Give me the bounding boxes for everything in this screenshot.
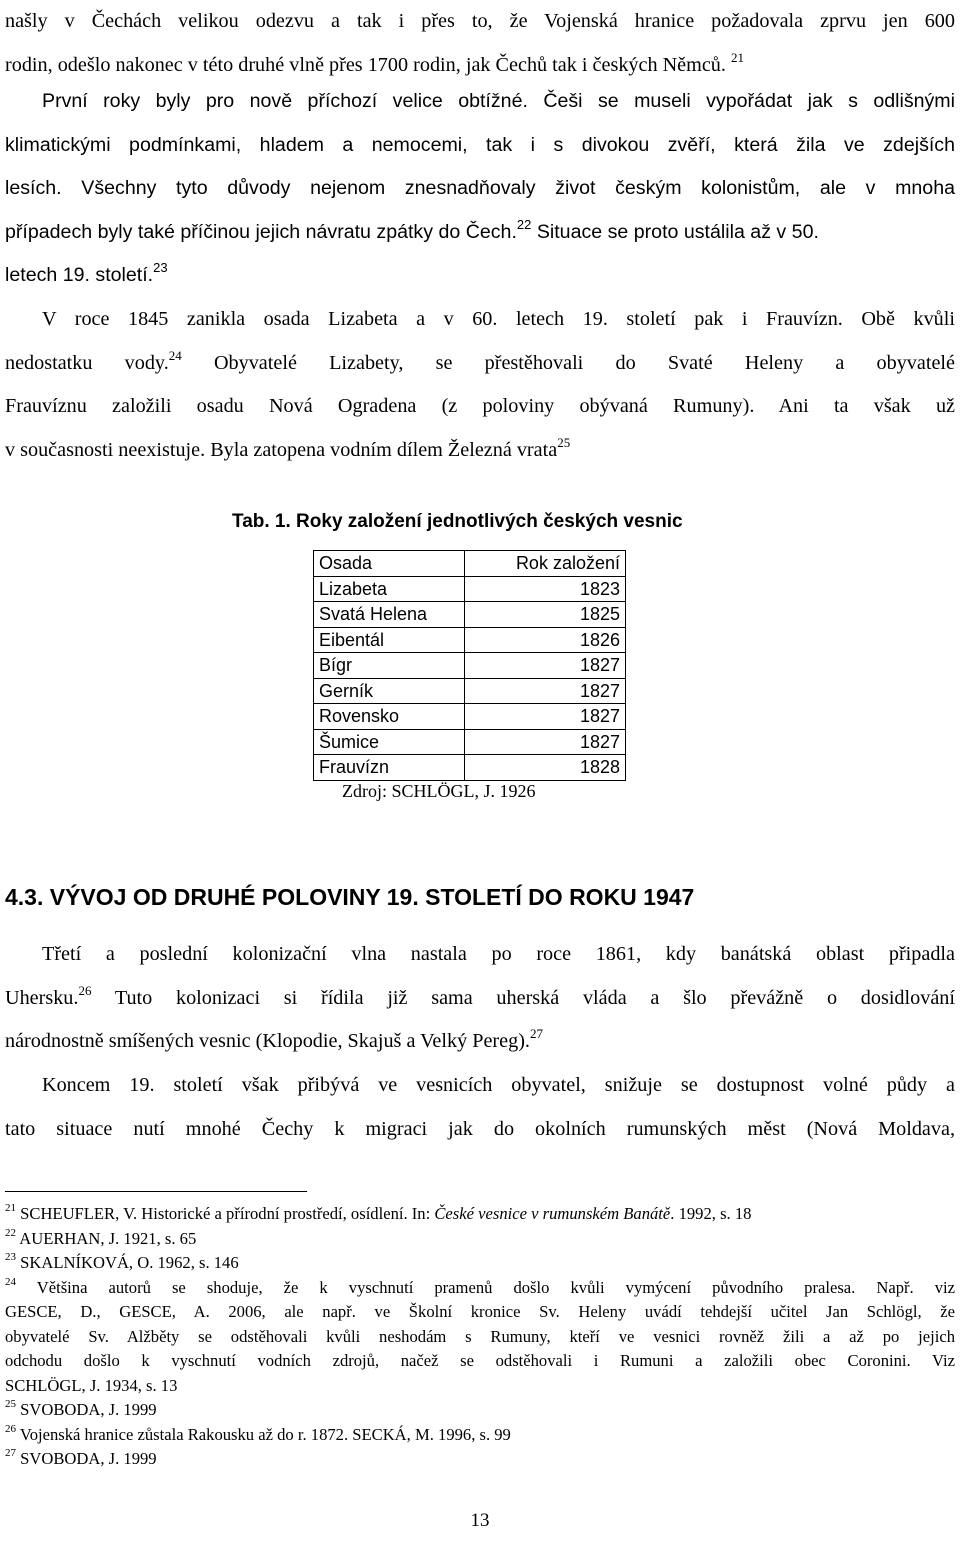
text-line: Frauvíznu založili osadu Nová Ogradena (z poloviny obývaná Rumuny). Ani ta však už <box>5 395 955 417</box>
cell-settlement: Svatá Helena <box>314 602 465 628</box>
footnote-24 <box>5 1276 955 1399</box>
paragraph-first-years <box>5 80 955 298</box>
footnote-text: . 1992, s. 18 <box>670 1204 752 1223</box>
footnote-number: 25 <box>5 1398 16 1410</box>
table-header-row <box>314 551 626 577</box>
text-line <box>5 211 955 255</box>
footnote-25 <box>5 1398 955 1423</box>
text-segment: rodin, odešlo nakonec v této druhé vlně přes 1700 rodin, jak Čechů tak i českých Němců. <box>5 53 726 76</box>
text-line: V roce 1845 zanikla osada Lizabeta a v 60. letech 19. století pak i Frauvízn. Obě kvůli <box>42 308 955 330</box>
settlement-years-table <box>313 550 626 781</box>
intro-paragraph <box>5 0 955 87</box>
cell-settlement: Bígr <box>314 653 465 679</box>
cell-settlement: Eibentál <box>314 627 465 653</box>
text-line: tato situace nutí mnohé Čechy k migraci jak do okolních rumunských měst (Nová Moldava, <box>5 1117 955 1140</box>
footnote-text: SKALNÍKOVÁ, O. 1962, s. 146 <box>20 1253 239 1272</box>
cell-settlement: Frauvízn <box>314 755 465 781</box>
table-caption: Tab. 1. Roky založení jednotlivých českých vesnic <box>232 511 683 532</box>
footnote-text: Vojenská hranice zůstala Rakousku až do r. 1872. SECKÁ, M. 1996, s. 99 <box>19 1424 511 1444</box>
table-row <box>314 704 626 730</box>
footnote-23 <box>5 1251 955 1276</box>
table-row <box>314 653 626 679</box>
footnote-text: SVOBODA, J. 1999 <box>20 1449 157 1468</box>
cell-year: 1827 <box>465 704 626 730</box>
footnote-ref[interactable]: 27 <box>529 1026 543 1041</box>
text-line <box>5 977 955 1021</box>
footnote-text: AUERHAN, J. 1921, s. 65 <box>19 1228 197 1248</box>
cell-settlement: Lizabeta <box>314 576 465 602</box>
text-segment: nedostatku vody. <box>5 351 169 374</box>
footnote-number: 23 <box>5 1251 16 1263</box>
cell-year: 1827 <box>465 678 626 704</box>
footnote-separator <box>5 1191 307 1192</box>
footnote-number: 26 <box>5 1422 16 1435</box>
footnote-ref[interactable]: 21 <box>731 49 744 65</box>
footnote-text: SCHEUFLER, V. Historické a přírodní prostředí, osídlení. In: <box>20 1204 435 1223</box>
footnote-26 <box>5 1423 955 1448</box>
cell-year: 1825 <box>465 602 626 628</box>
footnote-ref[interactable]: 23 <box>153 260 168 275</box>
table-row <box>314 729 626 755</box>
cell-year: 1828 <box>465 755 626 781</box>
column-header-settlement: Osada <box>314 551 465 577</box>
table-row <box>314 678 626 704</box>
table-row <box>314 576 626 602</box>
paragraph-third-wave <box>5 933 955 1064</box>
page-number: 13 <box>470 1510 490 1531</box>
text-line: lesích. Všechny tyto důvody nejenom znesnadňovaly život českým kolonistům, ale v mnoha <box>5 177 955 199</box>
footnote-number: 27 <box>5 1447 16 1459</box>
text-line <box>5 1020 955 1064</box>
footnote-text: odchodu došlo k vyschnutí vodních zdrojů, načež se odstěhovali i Rumuni a založili obec Coronini. Viz <box>5 1351 955 1370</box>
footnote-title: České vesnice v rumunském Banátě <box>434 1204 671 1223</box>
paragraph-late-19th-century <box>5 1064 955 1151</box>
text-segment: Uhersku. <box>5 986 79 1009</box>
cell-year: 1827 <box>465 653 626 679</box>
table-row <box>314 602 626 628</box>
cell-year: 1827 <box>465 729 626 755</box>
footnote-number: 24 <box>5 1275 16 1288</box>
footnote-text: GESCE, D., GESCE, A. 2006, ale např. ve Školní kronice Sv. Heleny uvádí tehdejší učitel Jan Schlögl, že <box>5 1302 955 1321</box>
text-line: Koncem 19. století však přibývá ve vesnicích obyvatel, snižuje se dostupnost volné půdy a <box>42 1074 955 1096</box>
footnote-number: 22 <box>5 1226 16 1239</box>
text-segment: v současnosti neexistuje. Byla zatopena vodním dílem Železná vrata <box>5 438 558 461</box>
cell-settlement: Gerník <box>314 678 465 704</box>
table-source: Zdroj: SCHLÖGL, J. 1926 <box>342 781 536 801</box>
footnote-text: SCHLÖGL, J. 1934, s. 13 <box>5 1375 178 1395</box>
cell-settlement: Rovensko <box>314 704 465 730</box>
footnote-ref[interactable]: 25 <box>557 434 571 450</box>
footnotes-list <box>5 1202 955 1472</box>
footnote-22 <box>5 1227 955 1252</box>
text-segment: Situace se proto ustálila až v 50. <box>531 220 819 243</box>
section-heading: 4.3. VÝVOJ OD DRUHÉ POLOVINY 19. STOLETÍ DO ROKU 1947 <box>5 884 695 910</box>
footnote-ref[interactable]: 26 <box>78 982 92 998</box>
text-segment: národnostně smíšených vesnic (Klopodie, Skajuš a Velký Pereg). <box>5 1030 530 1052</box>
paragraph-settlements-vanished <box>5 298 955 472</box>
text-segment: Tuto kolonizaci si řídila již sama uherská vláda a šlo převážně o dosidlování <box>91 986 955 1009</box>
text-line: První roky byly pro nově příchozí velice obtížné. Češi se museli vypořádat jak s odlišnými <box>42 90 955 112</box>
footnote-ref[interactable]: 22 <box>516 216 532 232</box>
cell-settlement: Šumice <box>314 729 465 755</box>
text-segment: případech byly také příčinou jejich návratu zpátky do Čech. <box>5 220 517 243</box>
footnote-number: 21 <box>5 1202 16 1214</box>
text-line <box>5 429 955 473</box>
text-line: našly v Čechách velikou odezvu a tak i přes to, že Vojenská hranice požadovala zprvu jen 600 <box>5 10 955 32</box>
footnote-ref[interactable]: 24 <box>168 347 182 363</box>
text-line <box>5 254 955 298</box>
text-segment: Obyvatelé Lizabety, se přestěhovali do Svaté Heleny a obyvatelé <box>181 351 955 374</box>
cell-year: 1826 <box>465 627 626 653</box>
table-row <box>314 627 626 653</box>
footnote-21 <box>5 1202 955 1227</box>
footnote-text: SVOBODA, J. 1999 <box>20 1400 157 1419</box>
footnote-text: obyvatelé Sv. Alžběty se odstěhovali kvůli neshodám s Rumuny, kteří ve vesnici rovněž žili a až po jejich <box>5 1326 955 1346</box>
text-line: klimatickými podmínkami, hladem a nemocemi, tak i s divokou zvěří, která žila ve zdejších <box>5 133 955 156</box>
text-line: Třetí a poslední kolonizační vlna nastala po roce 1861, kdy banátská oblast připadla <box>42 943 955 965</box>
text-line <box>5 342 955 386</box>
column-header-founded: Rok založení <box>465 551 626 577</box>
footnote-27 <box>5 1447 955 1472</box>
footnote-text: Většina autorů se shoduje, že k vyschnutí pramenů došlo kvůli vymýcení původního pralesa. Např. viz <box>36 1277 955 1297</box>
cell-year: 1823 <box>465 576 626 602</box>
text-segment: letech 19. století. <box>5 264 154 286</box>
table-row <box>314 755 626 781</box>
